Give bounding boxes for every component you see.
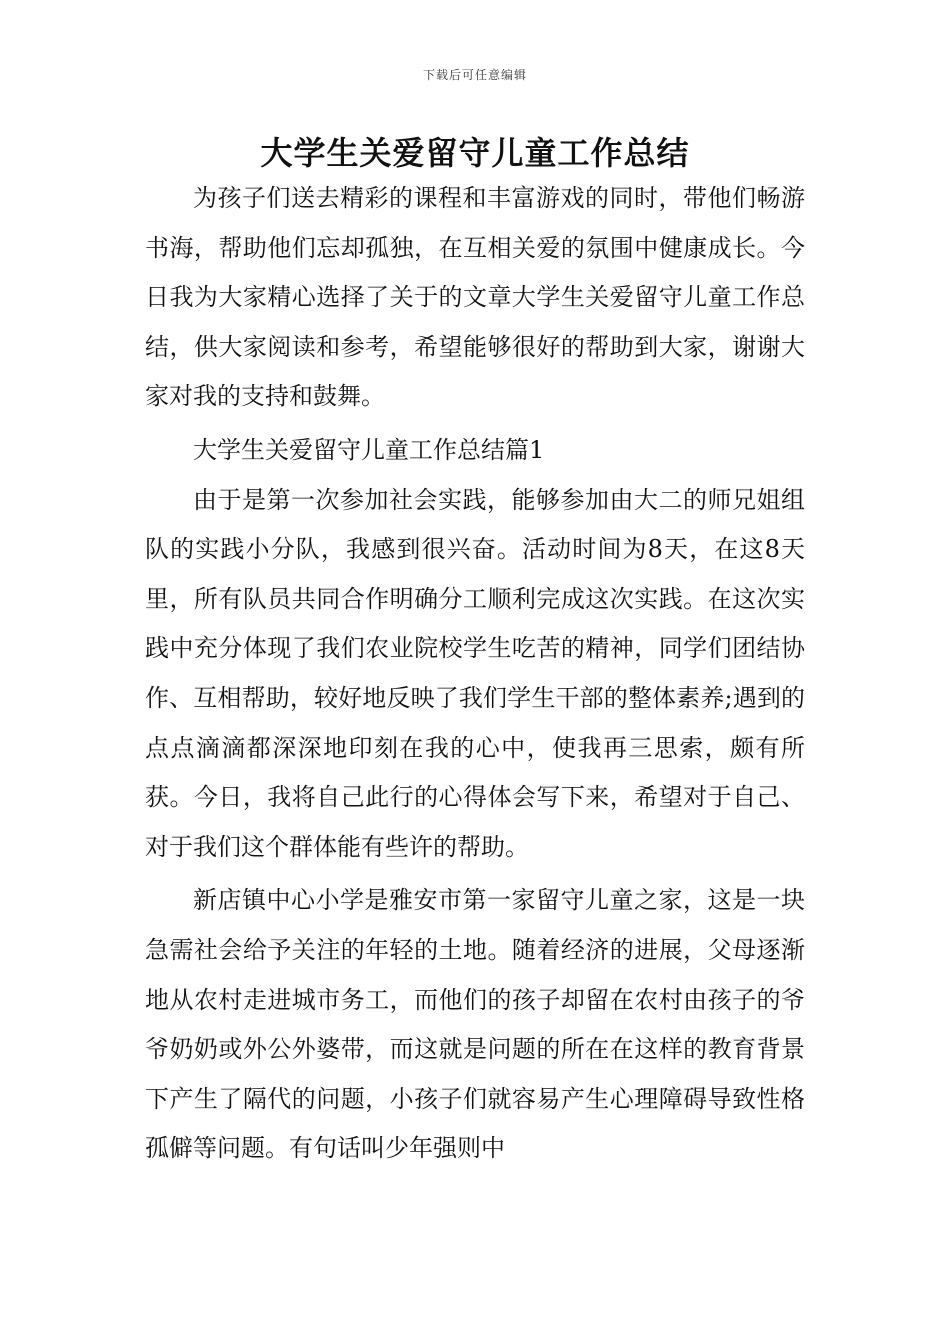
document-title: 大学生关爱留守儿童工作总结 [260,134,690,172]
body-paragraph-2: 新店镇中心小学是雅安市第一家留守儿童之家，这是一块急需社会给予关注的年轻的土地。随着经济的进展，父母逐渐地从农村走进城市务工，而他们的孩子却留在农村由孩子的爷爷奶奶或外公外婆带，而这就是问题的所在在这样的教育背景下产生了隔代的问题，小孩子们就容易产生心理障碍导致性格孤僻等问题。有句话叫少年强则中 [145,886,805,1163]
section-heading: 大学生关爱留守儿童工作总结篇1 [193,435,545,464]
intro-paragraph: 为孩子们送去精彩的课程和丰富游戏的同时，带他们畅游书海，帮助他们忘却孤独，在互相关爱的氛围中健康成长。今日我为大家精心选择了关于的文章大学生关爱留守儿童工作总结，供大家阅读和参考，希望能够很好的帮助到大家，谢谢大家对我的支持和鼓舞。 [145,184,805,411]
document-body [145,174,805,1174]
body-paragraph-1: 由于是第一次参加社会实践，能够参加由大二的师兄姐组队的实践小分队，我感到很兴奋。活动时间为8天，在这8天里，所有队员共同合作明确分工顺利完成这次实践。在这次实践中充分体现了我们农业院校学生吃苦的精神，同学们团结协作、互相帮助，较好地反映了我们学生干部的整体素养;遇到的点点滴滴都深深地印刻在我的心中，使我再三思索，颇有所获。今日，我将自己此行的心得体会写下来，希望对于自己、对于我们这个群体能有些许的帮助。 [145,485,805,861]
header-note: 下载后可任意编辑 [422,68,527,82]
